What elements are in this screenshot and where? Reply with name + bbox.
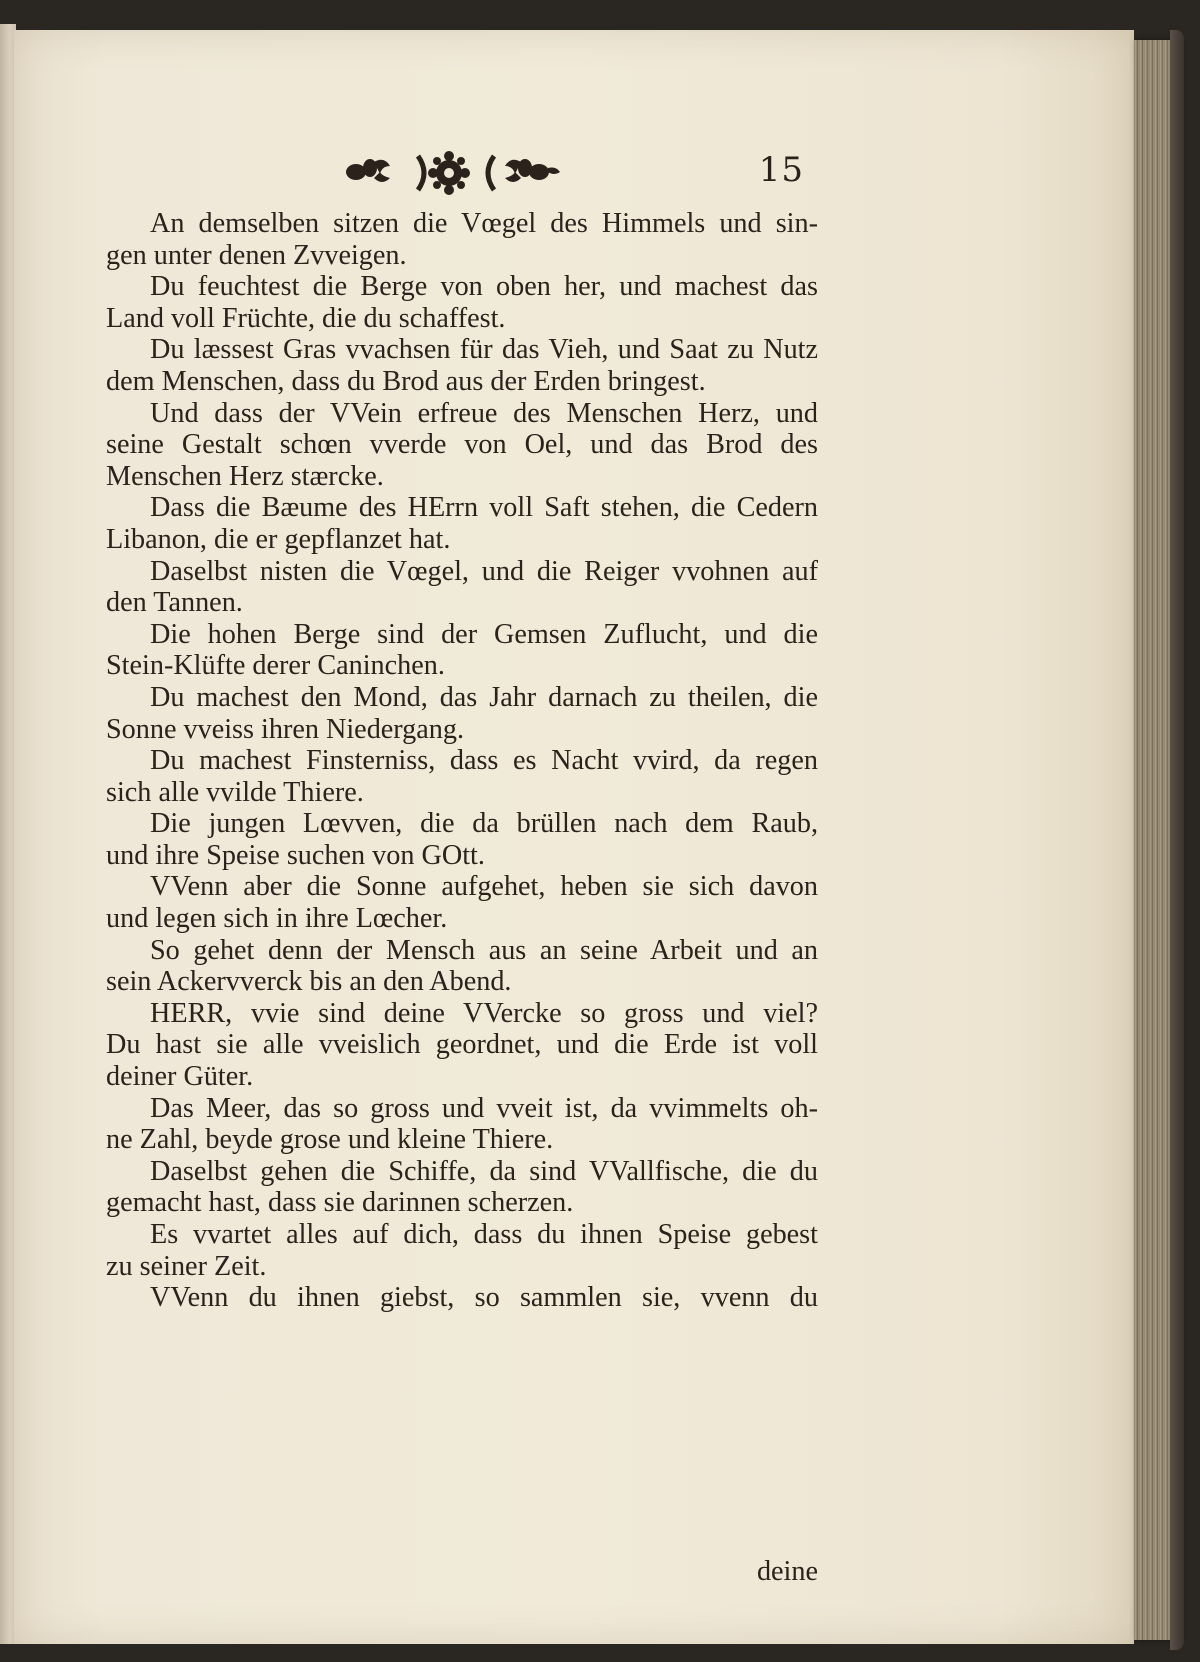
printer-ornament-icon xyxy=(334,148,584,198)
text-line: gemacht hast, dass sie darinnen scherzen. xyxy=(106,1187,574,1219)
text-line: Und dass der VVein erfreue des Menschen Herz, und xyxy=(150,397,818,429)
text-line: Die hohen Berge sind der Gemsen Zuflucht, und die xyxy=(150,618,818,650)
text-line: sich alle vvilde Thiere. xyxy=(106,776,364,808)
text-line: Libanon, die er gepflanzet hat. xyxy=(106,523,451,555)
text-line: An demselben sitzen die Vœgel des Himmels und sin- xyxy=(150,208,818,239)
text-line: Menschen Herz stærcke. xyxy=(106,460,384,492)
text-line: den Tannen. xyxy=(106,587,243,619)
text-line: Dass die Bæume des HErrn voll Saft stehen, die Cedern xyxy=(150,492,818,524)
text-line: seine Gestalt schœn vverde von Oel, und das Brod des xyxy=(106,429,818,461)
text-line: Du feuchtest die Berge von oben her, und machest das xyxy=(150,271,818,303)
catchword: deine xyxy=(756,1556,818,1587)
text-line: VVenn du ihnen giebst, so sammlen sie, vvenn du xyxy=(150,1282,818,1314)
text-line: deiner Güter. xyxy=(106,1061,254,1093)
text-line: und ihre Speise suchen von GOtt. xyxy=(106,839,485,871)
text-line: Es vvartet alles auf dich, dass du ihnen Speise gebest xyxy=(150,1219,818,1250)
text-line: sein Ackervverck bis an den Abend. xyxy=(106,966,512,998)
text-line: Du læssest Gras vvachsen für das Vieh, und Saat zu Nutz xyxy=(150,334,818,366)
text-line: Stein-Klüfte derer Caninchen. xyxy=(106,650,445,682)
text-line: und legen sich in ihre Lœcher. xyxy=(106,903,448,935)
text-line: gen unter denen Zvveigen. xyxy=(106,239,407,271)
text-line: So gehet denn der Mensch aus an seine Arbeit und an xyxy=(150,934,818,966)
text-line: VVenn aber die Sonne aufgehet, heben sie sich davon xyxy=(150,871,818,903)
text-line: Das Meer, das so gross und vveit ist, da vvimmelts oh- xyxy=(150,1092,818,1124)
text-line: Du machest Finsterniss, dass es Nacht vvird, da regen xyxy=(150,745,818,777)
running-header xyxy=(334,148,804,198)
cover-edge xyxy=(1170,30,1184,1650)
text-line: zu seiner Zeit. xyxy=(106,1250,267,1282)
text-line: Die jungen Lœvven, die da brüllen nach dem Raub, xyxy=(150,808,818,840)
text-line: ne Zahl, beyde grose und kleine Thiere. xyxy=(106,1124,554,1156)
text-line: Land voll Früchte, die du schaffest. xyxy=(106,302,506,334)
text-line: HERR, vvie sind deine VVercke so gross und viel? xyxy=(150,997,818,1029)
text-line: Sonne vveiss ihren Niedergang. xyxy=(106,713,465,745)
text-line: dem Menschen, dass du Brod aus der Erden bringest. xyxy=(106,365,706,397)
text-line: Daselbst gehen die Schiffe, da sind VVallfische, die du xyxy=(150,1155,818,1187)
book-page xyxy=(14,30,1134,1644)
text-line: Du hast sie alle vveislich geordnet, und die Erde ist voll xyxy=(106,1029,818,1061)
text-line: Daselbst nisten die Vœgel, und die Reiger vvohnen auf xyxy=(150,555,818,587)
psalm-text xyxy=(106,208,818,1587)
page-number: 15 xyxy=(758,150,804,190)
text-line: Du machest den Mond, das Jahr darnach zu theilen, die xyxy=(150,681,818,713)
